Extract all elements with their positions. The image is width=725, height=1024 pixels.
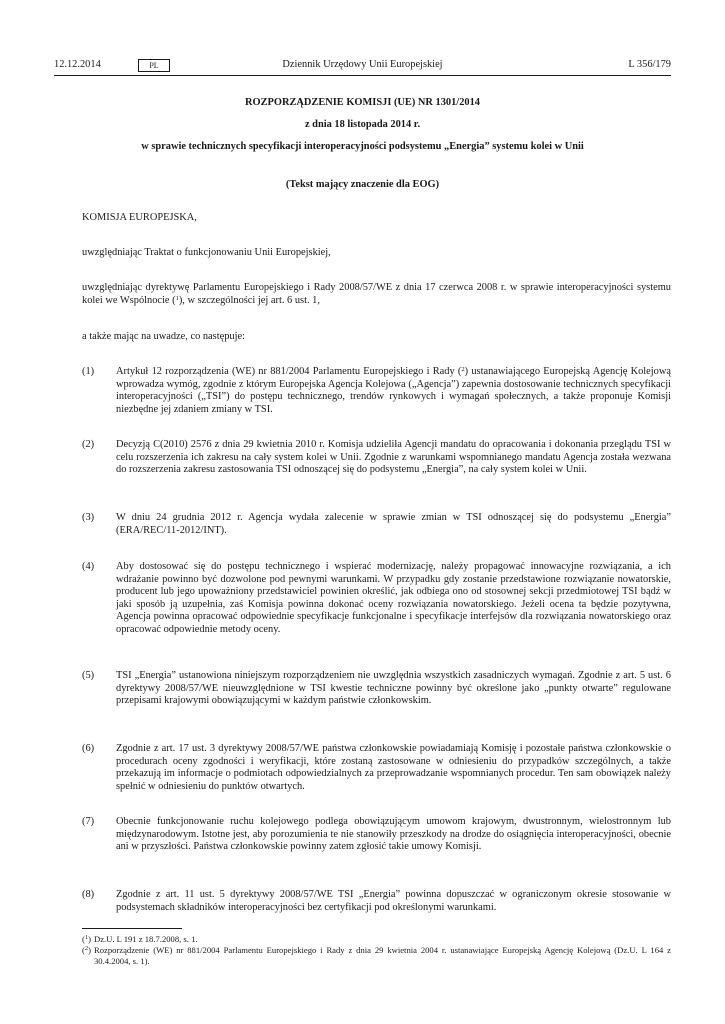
recital-text-end: ) ustanawiającego Europejską Agencję Kolejową wprowadza wymóg, zgodnie z którym Europejska Agencja Kolejowa („Agencja”) zapewnia dostosowanie technicznych specyfikacji interoperacyjności („TSI”) do postępu technicznego, trendów rynkowych i wymagań społecznych, a także proponuje Komisji niezbędne jej zdaniem zmiany w TSI. <box>116 366 671 415</box>
footnote-number-value: 1 <box>84 934 89 941</box>
footnote-number: ($^1$) <box>82 934 91 944</box>
recital-text: W dniu 24 grudnia 2012 r. Agencja wydała zalecenie w sprawie zmian w TSI odnoszącej się do podsystemu „Energia” (ERA/REC/11-2012/INT). <box>116 512 671 536</box>
footnote-divider <box>82 928 182 929</box>
footnote-number: ($^2$) <box>82 945 91 955</box>
recital-text-start: Artykuł 12 rozporządzenia (WE) nr 881/2004 Parlamentu Europejskiego i Rady ( <box>116 366 462 377</box>
whereas-intro: a także mając na uwadze, co następuje: <box>82 331 245 342</box>
recital-text: Obecnie funkcjonowanie ruchu kolejowego podlega obowiązującym umowom krajowym, dwustronnym, wielostronnym lub międzynarodowym. Istotne jest, aby porozumienia te nie stanowiły przeszkody na drodze do osiągnięcia interoperacyjności, obecnie ani w przyszłości. Państwa członkowskie powinny zatem zgłosić takie umowy Komisji. <box>116 816 671 853</box>
regulation-date: z dnia 18 listopada 2014 r. <box>304 119 421 130</box>
citation-directive-text-end: ), w szczególności jej art. 6 ust. 1, <box>178 294 320 306</box>
recital-text: Zgodnie z art. 17 ust. 3 dyrektywy 2008/57/WE państwa członkowskie powiadamiają Komisję i pozostałe państwa członkowskie o procedurach oceny zgodności i weryfikacji, które zostaną zastosowane w odniesieniu do przypadków szczególnych, a także przekazują im informacje o podmiotach odpowiedzialnych za przeprowadzanie wspomnianych procedur. Ten sam obowiązek należy spełnić w odniesieniu do punktów otwartych. <box>116 743 671 792</box>
issuing-body: KOMISJA EUROPEJSKA, <box>82 212 197 223</box>
footnote-ref: 2 <box>461 366 465 373</box>
recital-number: (7) <box>82 816 95 827</box>
recital-number: (4) <box>82 561 95 572</box>
footnote-number-value: 2 <box>84 945 89 952</box>
recital-number: (3) <box>82 512 95 523</box>
journal-name: Dziennik Urzędowy Unii Europejskiej <box>282 59 443 70</box>
regulation-subject: w sprawie technicznych specyfikacji interoperacyjności podsystemu „Energia” systemu kolei w Unii <box>141 141 584 152</box>
recital-number: (2) <box>82 439 95 450</box>
citation-directive-text: uwzględniając dyrektywę Parlamentu Europejskiego i Rady 2008/57/WE z dnia 17 czerwca 2008 r. w sprawie interoperacyjności systemu kolei we Wspólnocie ( <box>82 282 671 306</box>
page-reference: L 356/179 <box>628 59 671 70</box>
footnote-ref: 1 <box>175 294 179 302</box>
eea-relevance: (Tekst mający znaczenie dla EOG) <box>285 179 440 190</box>
recital-number: (1) <box>82 366 95 377</box>
recital-number: (8) <box>82 889 95 900</box>
citation-treaty: uwzględniając Traktat o funkcjonowaniu Unii Europejskiej, <box>82 247 331 258</box>
recital-text: Zgodnie z art. 11 ust. 5 dyrektywy 2008/57/WE TSI „Energia” powinna dopuszczać w ograniczonym okresie stosowanie w podsystemach składników interoperacyjności bez certyfikacji pod określonymi warunkami. <box>116 889 671 913</box>
footnote-text: Dz.U. L 191 z 18.7.2008, s. 1. <box>94 934 198 944</box>
language-badge: PL <box>138 59 170 72</box>
recital-text <box>116 366 671 416</box>
citation-directive <box>82 282 671 307</box>
regulation-title: ROZPORZĄDZENIE KOMISJI (UE) NR 1301/2014 <box>245 97 480 108</box>
recital-number: (6) <box>82 743 95 754</box>
journal-header <box>54 59 671 75</box>
publication-date: 12.12.2014 <box>54 59 101 70</box>
footnote-text: Rozporządzenie (WE) nr 881/2004 Parlamentu Europejskiego i Rady z dnia 29 kwietnia 2004 r. ustanawiające Europejską Agencję Kolejową (Dz.U. L 164 z 30.4.2004, s. 1). <box>94 945 671 966</box>
recital-text: TSI „Energia” ustanowiona niniejszym rozporządzeniem nie uwzględnia wszystkich zasadniczych wymagań. Zgodnie z art. 5 ust. 6 dyrektywy 2008/57/WE nieuwzględnione w TSI kwestie techniczne powinny być określone jako „punkty otwarte” regulowane przepisami krajowymi obowiązującymi w każdym państwie członkowskim. <box>116 670 671 707</box>
recital-text: Aby dostosować się do postępu technicznego i wspierać modernizację, należy propagować innowacyjne rozwiązania, a ich wdrażanie powinno być dozwolone pod pewnymi warunkami. W przypadku gdy zostanie przedstawione rozwiązanie nowatorskie, producent lub jego upoważniony przedstawiciel powinien określić, jak odbiega ono od stosownej sekcji przedmiotowej TSI bądź w jaki sposób ją uzupełnia, zaś Komisja powinna dokonać oceny rozwiązania nowatorskiego. Jeżeli ocena ta będzie pozytywna, Agencja powinna opracować odpowiednie specyfikacje funkcjonalne i specyfikacje interfejsów dla rozwiązania nowatorskiego oraz opracować odpowiednie metody oceny. <box>116 561 671 635</box>
recital-number: (5) <box>82 670 95 681</box>
recital-text: Decyzją C(2010) 2576 z dnia 29 kwietnia 2010 r. Komisja udzieliła Agencji mandatu do opracowania i dokonania przeglądu TSI w celu rozszerzenia ich zakresu na cały system kolei w Unii. Zgodnie z warunkami wspomnianego mandatu Agencja została wezwana do rozszerzenia zakresu zastosowania TSI odnoszącej się do podsystemu „Energia”, na cały system kolei w Unii. <box>116 439 671 476</box>
header-divider <box>54 75 671 76</box>
